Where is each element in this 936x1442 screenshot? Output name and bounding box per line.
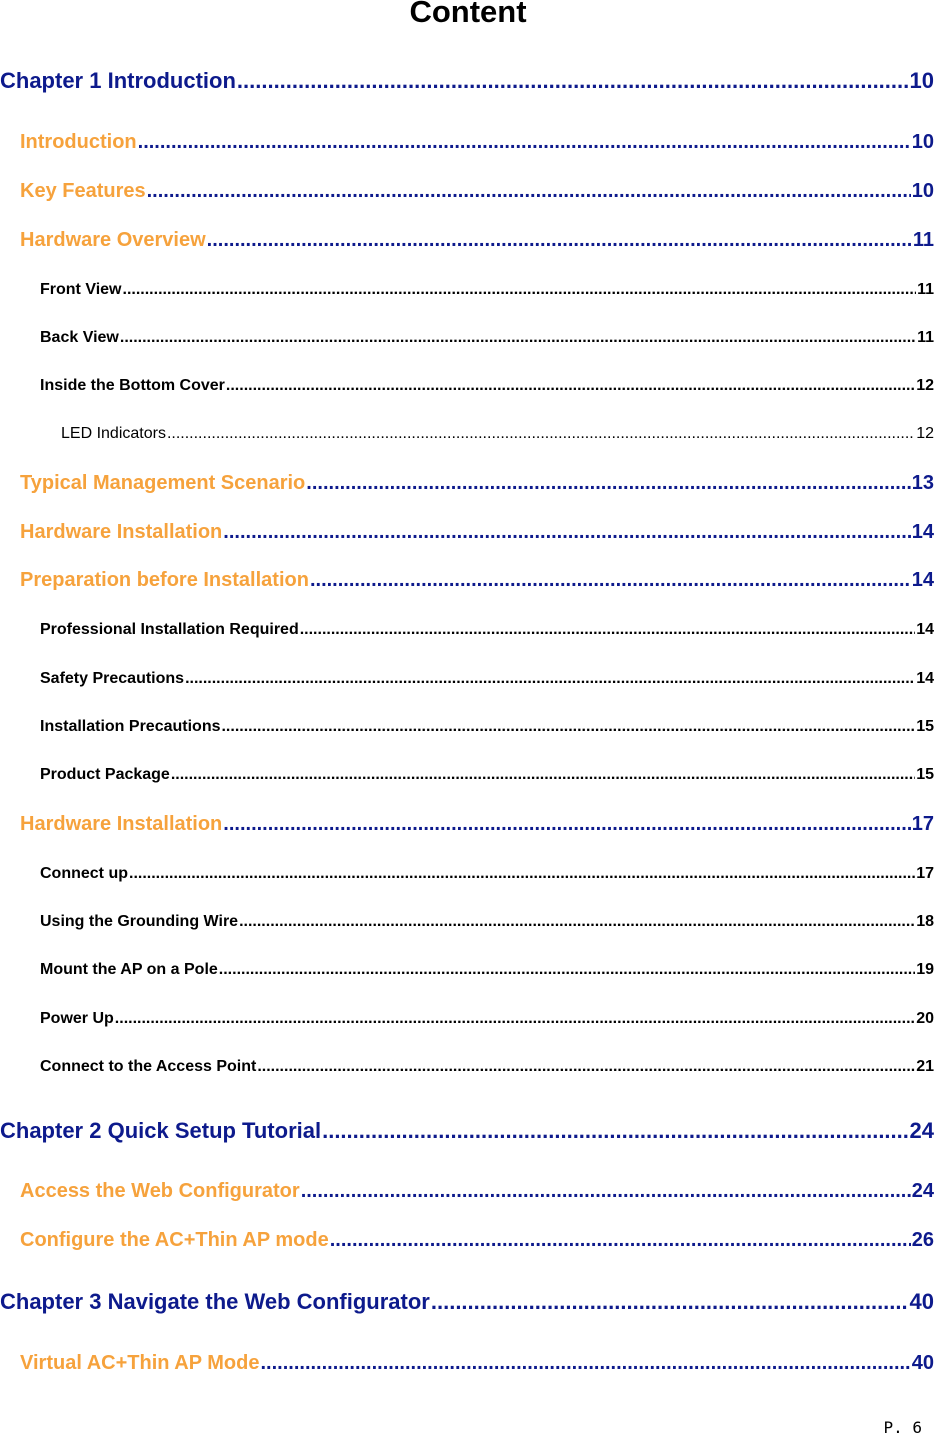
toc-entry-product-package[interactable] xyxy=(40,766,934,784)
toc-entry-page: 10 xyxy=(909,68,934,93)
toc-dot-leader xyxy=(257,1058,915,1076)
toc-entry-professional-installation[interactable] xyxy=(40,621,934,639)
toc-entry-label: Introduction xyxy=(20,131,137,153)
toc-dot-leader xyxy=(129,865,915,883)
toc-entry-key-features[interactable] xyxy=(20,180,934,203)
toc-entry-front-view[interactable] xyxy=(40,281,934,299)
toc-entry-installation-precautions[interactable] xyxy=(40,718,934,736)
toc-entry-label: Back View xyxy=(40,329,119,346)
toc-dot-leader xyxy=(300,621,915,639)
toc-entry-label: Preparation before Installation xyxy=(20,569,309,591)
toc-entry-back-view[interactable] xyxy=(40,329,934,347)
toc-entry-label: Key Features xyxy=(20,180,146,202)
toc-entry-safety-precautions[interactable] xyxy=(40,670,934,688)
toc-entry-label: Connect to the Access Point xyxy=(40,1058,257,1075)
toc-dot-leader xyxy=(171,766,915,784)
toc-entry-label: Mount the AP on a Pole xyxy=(40,961,218,978)
page-number: P. 6 xyxy=(883,1418,922,1437)
toc-entry-label: Front View xyxy=(40,281,122,298)
toc-entry-label: Installation Precautions xyxy=(40,718,221,735)
toc-entry-page: 10 xyxy=(911,180,934,202)
toc-dot-leader xyxy=(221,718,915,736)
toc-entry-label: Hardware Installation xyxy=(20,813,223,835)
toc-entry-page: 18 xyxy=(916,913,934,930)
toc-dot-leader xyxy=(138,131,911,154)
toc-entry-page: 13 xyxy=(911,472,934,494)
toc-entry-grounding-wire[interactable] xyxy=(40,913,934,931)
page-title: Content xyxy=(409,0,527,29)
toc-dot-leader xyxy=(260,1352,910,1375)
toc-entry-page: 17 xyxy=(916,865,934,882)
toc-entry-power-up[interactable] xyxy=(40,1010,934,1028)
toc-entry-access-web-configurator[interactable] xyxy=(20,1180,934,1203)
toc-entry-label: LED Indicators xyxy=(61,425,166,442)
toc-dot-leader xyxy=(223,521,910,544)
toc-entry-page: 24 xyxy=(909,1118,934,1143)
toc-entry-page: 14 xyxy=(911,521,934,543)
toc-dot-leader xyxy=(123,281,917,299)
toc-entry-page: 17 xyxy=(911,813,934,835)
toc-dot-leader xyxy=(226,377,915,395)
toc-dot-leader xyxy=(219,961,915,979)
toc-entry-page: 14 xyxy=(916,670,934,687)
toc-entry-page: 40 xyxy=(911,1352,934,1374)
toc-entry-page: 14 xyxy=(916,621,934,638)
toc-dot-leader xyxy=(223,813,910,836)
toc-dot-leader xyxy=(306,472,910,495)
toc-entry-configure-ac-thin-ap[interactable] xyxy=(20,1229,934,1252)
toc-entry-label: Inside the Bottom Cover xyxy=(40,377,225,394)
toc-entry-page: 24 xyxy=(911,1180,934,1202)
toc-entry-label: Hardware Overview xyxy=(20,229,206,251)
toc-entry-page: 12 xyxy=(916,377,934,394)
toc-entry-typical-management-scenario[interactable] xyxy=(20,472,934,495)
toc-entry-hardware-overview[interactable] xyxy=(20,229,934,252)
toc-entry-page: 21 xyxy=(916,1058,934,1075)
toc-dot-leader xyxy=(120,329,916,347)
toc-entry-chapter-3[interactable] xyxy=(0,1289,934,1315)
toc-entry-page: 14 xyxy=(911,569,934,591)
toc-entry-page: 19 xyxy=(916,961,934,978)
toc-entry-page: 15 xyxy=(916,718,934,735)
toc-entry-connect-up[interactable] xyxy=(40,865,934,883)
toc-entry-label: Power Up xyxy=(40,1010,114,1027)
toc-entry-mount-ap-pole[interactable] xyxy=(40,961,934,979)
toc-dot-leader xyxy=(237,68,909,94)
toc-entry-label: Access the Web Configurator xyxy=(20,1180,300,1202)
toc-entry-connect-access-point[interactable] xyxy=(40,1058,934,1076)
toc-entry-label: Safety Precautions xyxy=(40,670,185,687)
toc-dot-leader xyxy=(431,1289,909,1315)
toc-entry-chapter-2[interactable] xyxy=(0,1118,934,1144)
toc-entry-page: 20 xyxy=(916,1010,934,1027)
toc-entry-label: Configure the AC+Thin AP mode xyxy=(20,1229,329,1251)
toc-entry-chapter-1[interactable] xyxy=(0,68,934,94)
toc-entry-label: Connect up xyxy=(40,865,128,882)
toc-entry-page: 40 xyxy=(909,1289,934,1314)
toc-entry-hardware-installation[interactable] xyxy=(20,521,934,544)
toc-entry-page: 11 xyxy=(912,229,934,251)
toc-entry-virtual-ac-thin-ap-mode[interactable] xyxy=(20,1352,934,1375)
toc-dot-leader xyxy=(147,180,911,203)
toc-entry-label: Product Package xyxy=(40,766,170,783)
toc-entry-label: Chapter 2 Quick Setup Tutorial xyxy=(0,1118,322,1143)
toc-entry-label: Typical Management Scenario xyxy=(20,472,306,494)
toc-dot-leader xyxy=(310,569,911,592)
toc-dot-leader xyxy=(239,913,915,931)
toc-entry-inside-bottom-cover[interactable] xyxy=(40,377,934,395)
toc-entry-label: Virtual AC+Thin AP Mode xyxy=(20,1352,260,1374)
toc-entry-label: Professional Installation Required xyxy=(40,621,299,638)
toc-entry-page: 26 xyxy=(911,1229,934,1251)
toc-entry-label: Chapter 1 Introduction xyxy=(0,68,236,93)
toc-entry-page: 11 xyxy=(917,281,934,298)
toc-dot-leader xyxy=(301,1180,911,1203)
toc-dot-leader xyxy=(322,1118,908,1144)
toc-entry-hardware-installation-2[interactable] xyxy=(20,813,934,836)
toc-entry-label: Hardware Installation xyxy=(20,521,223,543)
toc-entry-label: Chapter 3 Navigate the Web Configurator xyxy=(0,1289,430,1314)
toc-entry-page: 11 xyxy=(917,329,934,346)
toc-dot-leader xyxy=(185,670,915,688)
toc-dot-leader xyxy=(115,1010,915,1028)
toc-entry-introduction[interactable] xyxy=(20,131,934,154)
toc-dot-leader xyxy=(207,229,912,252)
toc-dot-leader xyxy=(167,425,915,443)
toc-entry-page: 10 xyxy=(911,131,934,153)
toc-dot-leader xyxy=(330,1229,911,1252)
toc-entry-led-indicators[interactable] xyxy=(61,425,934,443)
toc-entry-label: Using the Grounding Wire xyxy=(40,913,239,930)
toc-entry-page: 15 xyxy=(916,766,934,783)
toc-entry-preparation-before-installation[interactable] xyxy=(20,569,934,592)
toc-entry-page: 12 xyxy=(916,425,934,442)
